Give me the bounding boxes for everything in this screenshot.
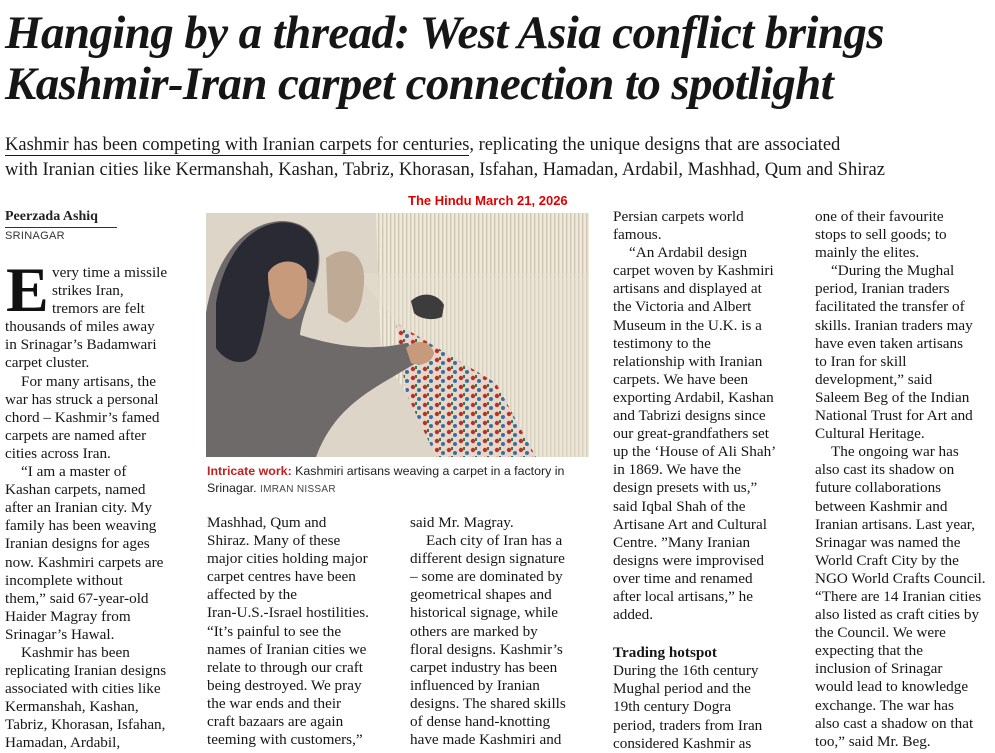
text-line: Shiraz. Many of these [207, 532, 341, 550]
caption-text: Srinagar. [207, 481, 257, 495]
text-line: considered Kashmir as [613, 734, 752, 752]
caption-line [207, 480, 589, 498]
headline-line: Kashmir-Iran carpet connection to spotlight [5, 58, 834, 110]
text-line: carpet cluster. [5, 354, 90, 372]
text-line: of dense hand-knotting [410, 713, 551, 731]
text-line: in Srinagar’s Badamwari [5, 336, 157, 354]
text-line: During the 16th century [613, 662, 759, 680]
text-line: Kermanshah, Kashan, [5, 698, 139, 716]
text-line: craft bazaars are again [207, 713, 344, 731]
text-line: and Tabrizi designs since [613, 407, 766, 425]
weaving-scene-illustration [206, 213, 589, 457]
text-line: “I am a master of [21, 463, 127, 481]
text-line: being destroyed. We pray [207, 676, 362, 694]
text-line: inclusion of Srinagar [815, 660, 943, 678]
photo-caption [207, 463, 589, 498]
column-4 [613, 208, 808, 753]
text-line: would lead to knowledge [815, 678, 969, 696]
text-line: up the ‘House of Ali Shah’ [613, 443, 777, 461]
text-line: very time a missile [52, 264, 168, 281]
text-line: testimony to the [613, 334, 711, 352]
text-line: carpets. We have been [613, 370, 749, 388]
article-photo [206, 213, 589, 457]
text-line: Each city of Iran has a [426, 532, 563, 550]
text-line: tremors are felt [52, 300, 145, 318]
text-line: after local artisans,” he [613, 587, 753, 605]
text-line: skills. Iranian traders may [815, 316, 973, 334]
text-line: chord – Kashmir’s famed [5, 408, 160, 426]
text-line: future collaborations [815, 479, 942, 497]
text-line: Persian carpets world [613, 208, 744, 225]
text-line: thousands of miles away [5, 318, 155, 336]
text-line: war has struck a personal [5, 390, 159, 408]
text-line: the war ends and their [207, 694, 342, 712]
standfirst-highlight: Kashmir has been competing with Iranian carpets for centuries [5, 135, 470, 155]
text-line: teeming with customers,” [207, 731, 363, 749]
text-line: family has been weaving [5, 517, 157, 535]
text-line: associated with cities like [5, 680, 161, 698]
text-line: carpets are named after [5, 426, 147, 444]
text-line: Saleem Beg of the Indian [815, 388, 970, 406]
text-line: Tabriz, Khorasan, Isfahan, [5, 716, 166, 734]
text-line: Iranian designs for ages [5, 535, 150, 553]
caption-text: Kashmiri artisans weaving a carpet in a factory in [295, 464, 565, 478]
text-line: historical signage, while [410, 604, 559, 622]
text-line: Hamadan, Ardabil, [5, 734, 121, 752]
text-line: affected by the [207, 586, 297, 604]
text-line: development,” said [815, 370, 933, 388]
text-line: now. Kashmiri carpets are [5, 553, 164, 571]
text-line: “There are 14 Iranian cities [815, 587, 982, 605]
text-line: one of their favourite [815, 208, 944, 225]
text-line: NGO World Crafts Council. [815, 569, 986, 587]
drop-cap: E [6, 254, 49, 325]
text-line: too,” said Mr. Beg. [815, 732, 931, 750]
text-line: geometrical shapes and [410, 586, 552, 604]
text-line: famous. [613, 226, 662, 244]
text-line: “It’s painful to see the [207, 622, 342, 640]
headline [5, 8, 990, 110]
text-line: replicating Iranian designs [5, 662, 167, 680]
text-line: Museum in the U.K. is a [613, 316, 762, 334]
text-line: Mashhad, Qum and [207, 514, 327, 531]
text-line: The ongoing war has [831, 443, 959, 461]
text-line: Cultural Heritage. [815, 425, 925, 443]
text-line: Mughal period and the [613, 680, 751, 698]
text-line: design presets with us,” [613, 479, 758, 497]
text-line: have made Kashmiri and [410, 731, 562, 749]
text-line: artisans and displayed at [613, 280, 762, 298]
text-line: designs were improvised [613, 551, 764, 569]
column-3 [410, 514, 605, 749]
byline-author: Peerzada Ashiq [5, 209, 98, 224]
text-line: “An Ardabil design [629, 244, 748, 262]
text-line: exchange. The war has [815, 696, 954, 714]
text-line: cities across Iran. [5, 444, 111, 462]
text-line: exporting Ardabil, Kashan [613, 388, 774, 406]
text-line: floral designs. Kashmir’s [410, 640, 563, 658]
text-line: World Craft City by the [815, 551, 959, 569]
text-line: carpet woven by Kashmiri [613, 262, 774, 280]
subheading: Trading hotspot [613, 644, 717, 662]
spacer [613, 624, 808, 644]
text-line: incomplete without [5, 571, 123, 589]
text-line: designs. The shared skills [410, 694, 566, 712]
text-line: the Council. We were [815, 624, 946, 642]
source-stamp: The Hindu March 21, 2026 [408, 193, 568, 208]
text-line: said Iqbal Shah of the [613, 497, 746, 515]
text-line: the Victoria and Albert [613, 298, 752, 316]
text-line: mainly the elites. [815, 244, 920, 262]
text-line: period, Iranian traders [815, 280, 950, 298]
column-5 [815, 208, 993, 751]
text-line: Kashan carpets, named [5, 481, 146, 499]
text-line: to Iran for skill [815, 352, 907, 370]
text-line: added. [613, 606, 654, 624]
standfirst-line [5, 133, 990, 158]
text-line: Kashmir has been [21, 643, 130, 661]
text-line: For many artisans, the [21, 372, 156, 390]
text-line: said Mr. Magray. [410, 514, 514, 531]
caption-line [207, 463, 589, 480]
text-line: stops to sell goods; to [815, 226, 947, 244]
text-line: 19th century Dogra [613, 698, 732, 716]
text-line: in 1869. We have the [613, 461, 741, 479]
text-line: “During the Mughal [831, 262, 955, 280]
dateline: SRINAGAR [5, 230, 65, 242]
column-1 [5, 254, 200, 753]
text-line: names of Iranian cities we [207, 640, 367, 658]
text-line: also cast a shadow on that [815, 714, 974, 732]
text-line: influenced by Iranian [410, 676, 540, 694]
byline-rule [5, 227, 117, 228]
standfirst [5, 133, 990, 183]
text-line: carpet industry has been [410, 658, 558, 676]
text-line: relationship with Iranian [613, 352, 763, 370]
text-line: between Kashmir and [815, 497, 948, 515]
text-line: Srinagar’s Hawal. [5, 625, 115, 643]
standfirst-line: with Iranian cities like Kermanshah, Kashan, Tabriz, Khorasan, Isfahan, Hamadan, Ardabil, Mashhad, Qum and Shiraz [5, 160, 885, 180]
text-line: National Trust for Art and [815, 407, 973, 425]
standfirst-text: , replicating the unique designs that are associated [469, 135, 841, 155]
text-line: Centre. ”Many Iranian [613, 533, 751, 551]
photo-credit: IMRAN NISSAR [260, 484, 336, 495]
text-line: them,” said 67-year-old [5, 589, 149, 607]
text-line: facilitated the transfer of [815, 298, 965, 316]
text-line: Iranian artisans. Last year, [815, 515, 976, 533]
text-line: after an Iranian city. My [5, 499, 153, 517]
text-line: expecting that the [815, 642, 923, 660]
text-line: relate to through our craft [207, 658, 364, 676]
text-line: strikes Iran, [52, 282, 124, 300]
text-line: our great-grandfathers set [613, 425, 770, 443]
text-line: carpet centres have been [207, 568, 356, 586]
text-line: Iran-U.S.-Israel hostilities. [207, 604, 369, 622]
text-line: Srinagar was named the [815, 533, 961, 551]
text-line: – some are dominated by [410, 568, 563, 586]
text-line: over time and renamed [613, 569, 753, 587]
text-line: major cities holding major [207, 550, 368, 568]
text-line: Haider Magray from [5, 607, 131, 625]
text-line: also cast its shadow on [815, 461, 955, 479]
text-line: others are marked by [410, 622, 538, 640]
headline-line: Hanging by a thread: West Asia conflict brings [5, 7, 884, 59]
text-line: Artisane Art and Cultural [613, 515, 767, 533]
column-2 [207, 514, 402, 749]
text-line: have even taken artisans [815, 334, 964, 352]
text-line: different design signature [410, 550, 565, 568]
caption-label: Intricate work: [207, 464, 292, 478]
text-line: period, traders from Iran [613, 716, 763, 734]
text-line: also listed as craft cities by [815, 606, 980, 624]
